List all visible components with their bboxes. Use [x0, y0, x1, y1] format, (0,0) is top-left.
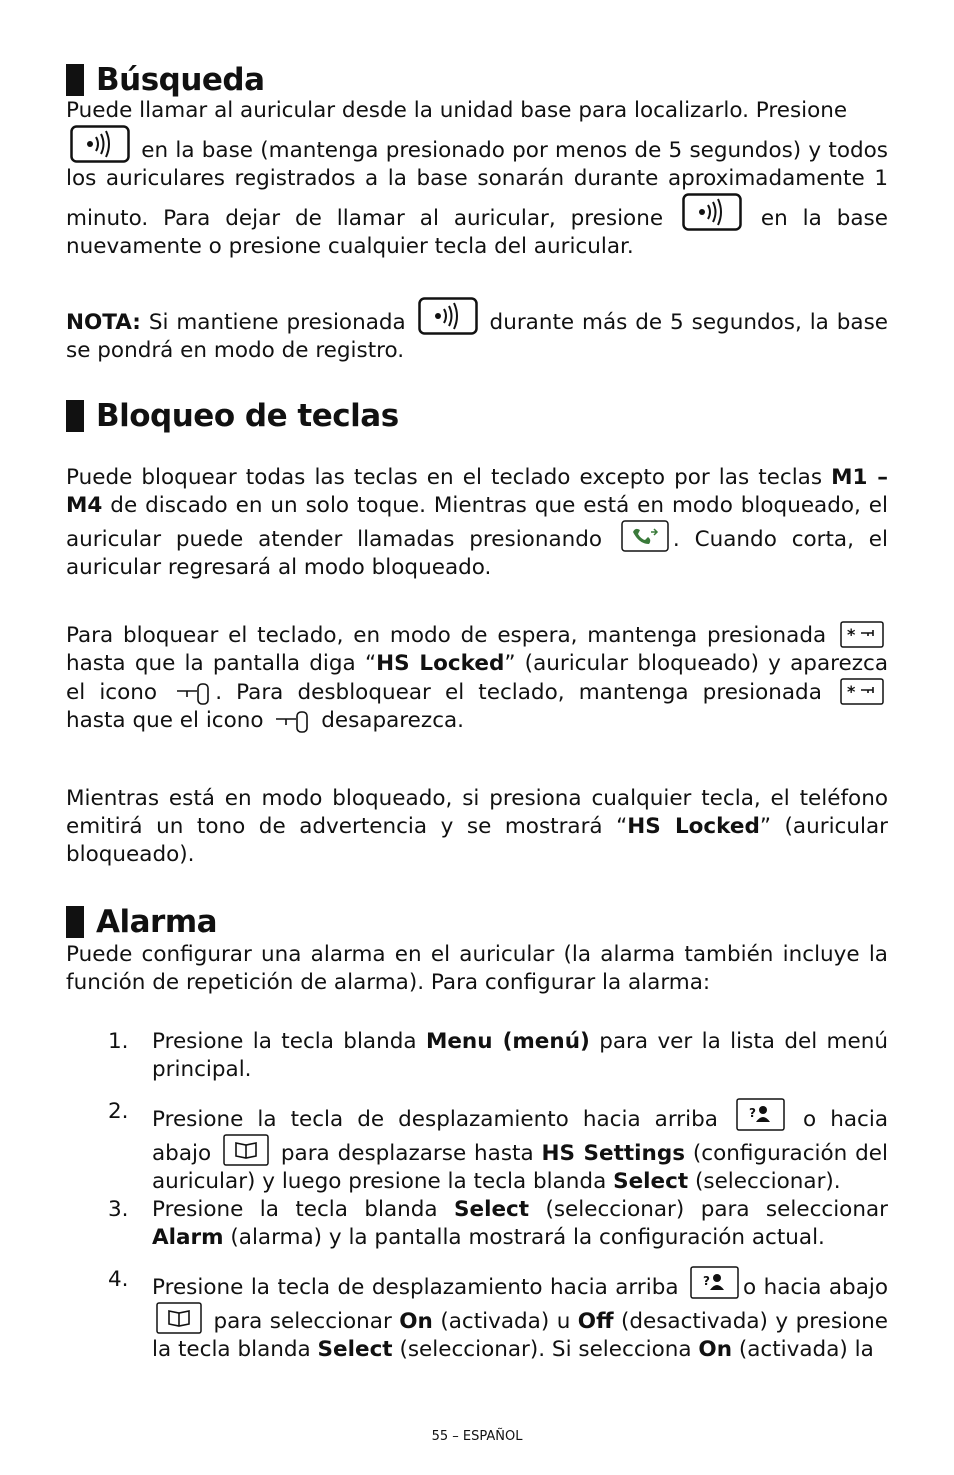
step-number: 3.	[108, 1197, 129, 1222]
step-number: 4.	[108, 1267, 129, 1292]
text-run: (activada) la	[738, 1337, 874, 1362]
text-run: o hacia abajo	[152, 1107, 889, 1166]
page-footer: 55 – ESPAÑOL	[431, 1429, 523, 1444]
text-run: ” (auricular bloqueado).	[66, 814, 888, 867]
text-run: . Para desbloquear el teclado, mantenga presionada	[215, 680, 822, 705]
step-text	[152, 1098, 888, 1196]
text-run: . Cuando corta, el auricular regresará al modo bloqueado.	[66, 527, 888, 580]
page-key-icon	[418, 297, 478, 335]
text-run: Mientras está en modo bloqueado, si presiona cualquier tecla, el teléfono emitirá un tono de advertencia y se mostrará “	[66, 786, 888, 839]
alarma-intro: Puede configurar una alarma en el auricular (la alarma también incluye la función de repetición de alarma). Para configurar la alarma:	[66, 942, 888, 995]
bloqueo-paragraph-3	[66, 785, 888, 869]
text-run: Presione la tecla de desplazamiento hacia arriba	[152, 1107, 718, 1132]
text-run: de discado en un solo toque. Mientras que está en modo bloqueado, el auricular puede atender llamadas presionando	[66, 493, 888, 552]
talk-key-icon	[621, 520, 669, 552]
softkey-label: Select	[317, 1337, 393, 1362]
key-lock-icon	[274, 711, 310, 733]
text-run: para ver la lista del menú principal.	[152, 1029, 888, 1082]
scroll-down-key-icon	[156, 1302, 202, 1334]
text-run: Si mantiene presionada	[148, 310, 406, 335]
step-text	[152, 1196, 888, 1252]
bloqueo-paragraph-1	[66, 464, 888, 582]
scroll-up-key-icon	[690, 1266, 739, 1300]
softkey-label: Menu (menú)	[425, 1029, 590, 1054]
heading-text: Búsqueda	[96, 62, 265, 98]
page-key-icon	[70, 125, 130, 163]
star-lock-key-icon	[840, 621, 884, 648]
text-run: (configuración del auricular) y luego presione la tecla blanda	[152, 1141, 888, 1194]
step-text	[152, 1028, 888, 1084]
busqueda-note	[66, 297, 888, 365]
option-label: On	[698, 1337, 733, 1362]
scroll-up-key-icon	[736, 1098, 785, 1132]
step-number: 1.	[108, 1029, 129, 1054]
star-lock-key-icon	[840, 678, 884, 705]
text-run: ” (auricular bloqueado) y aparezca el icono	[66, 651, 888, 705]
text-run: para seleccionar	[213, 1309, 392, 1334]
busqueda-paragraph	[66, 97, 888, 261]
scroll-down-key-icon	[223, 1134, 269, 1166]
heading-bar	[66, 906, 84, 938]
softkey-label: Select	[454, 1197, 530, 1222]
text-run: hasta que la pantalla diga “	[66, 651, 377, 676]
text-run: Presione la tecla de desplazamiento hacia arriba	[152, 1275, 679, 1300]
step-text	[152, 1266, 888, 1364]
text-run: Presione la tecla blanda	[152, 1029, 417, 1054]
step-number: 2.	[108, 1099, 129, 1124]
text-run: (seleccionar).	[694, 1169, 841, 1194]
text-run: hasta que el icono	[66, 708, 264, 733]
option-label: On	[399, 1309, 433, 1334]
text-run: (seleccionar) para seleccionar	[545, 1197, 888, 1222]
text-run: (activada) u	[440, 1309, 571, 1334]
text-run: (alarma) y la pantalla mostrará la configuración actual.	[230, 1225, 825, 1250]
text-run: Puede llamar al auricular desde la unidad base para localizarlo. Presione	[66, 98, 848, 123]
heading-bar	[66, 64, 84, 96]
text-run: (desactivada) y presione la tecla blanda	[152, 1309, 889, 1362]
heading-bar	[66, 400, 84, 432]
page-key-icon	[682, 193, 742, 231]
text-run: para desplazarse hasta	[280, 1141, 534, 1166]
menu-item-label: Alarm	[152, 1225, 224, 1250]
hs-locked-text: HS Locked	[376, 651, 505, 676]
text-run: Puede bloquear todas las teclas en el teclado excepto por las teclas	[66, 465, 823, 490]
section-heading-alarma	[66, 904, 217, 940]
text-run: Presione la tecla blanda	[152, 1197, 438, 1222]
section-heading-busqueda	[66, 62, 265, 98]
heading-text: Alarma	[96, 904, 218, 940]
keys-label: M1 – M4	[66, 465, 888, 518]
text-run: o hacia abajo	[743, 1275, 888, 1300]
text-run: en la base (mantenga presionado por menos de 5 segundos) y todos los auriculares registrados a la base sonarán durante aproximadamente 1 minuto. Para dejar de llamar al auricular, presione	[66, 138, 888, 231]
text-run: durante más de 5 segundos, la base se pondrá en modo de registro.	[66, 310, 889, 363]
heading-text: Bloqueo de teclas	[96, 398, 399, 434]
softkey-label: Select	[613, 1169, 689, 1194]
menu-item-label: HS Settings	[541, 1141, 686, 1166]
bloqueo-paragraph-2	[66, 621, 888, 735]
text-run: en la base nuevamente o presione cualquier tecla del auricular.	[66, 206, 888, 259]
text-run: desaparezca.	[321, 708, 465, 733]
hs-locked-text: HS Locked	[627, 814, 760, 839]
option-label: Off	[577, 1309, 614, 1334]
note-label: NOTA:	[66, 310, 141, 335]
key-lock-icon	[175, 683, 211, 705]
text-run: Para bloquear el teclado, en modo de espera, mantenga presionada	[66, 623, 827, 648]
text-run: (seleccionar). Si selecciona	[399, 1337, 692, 1362]
section-heading-bloqueo	[66, 398, 399, 434]
